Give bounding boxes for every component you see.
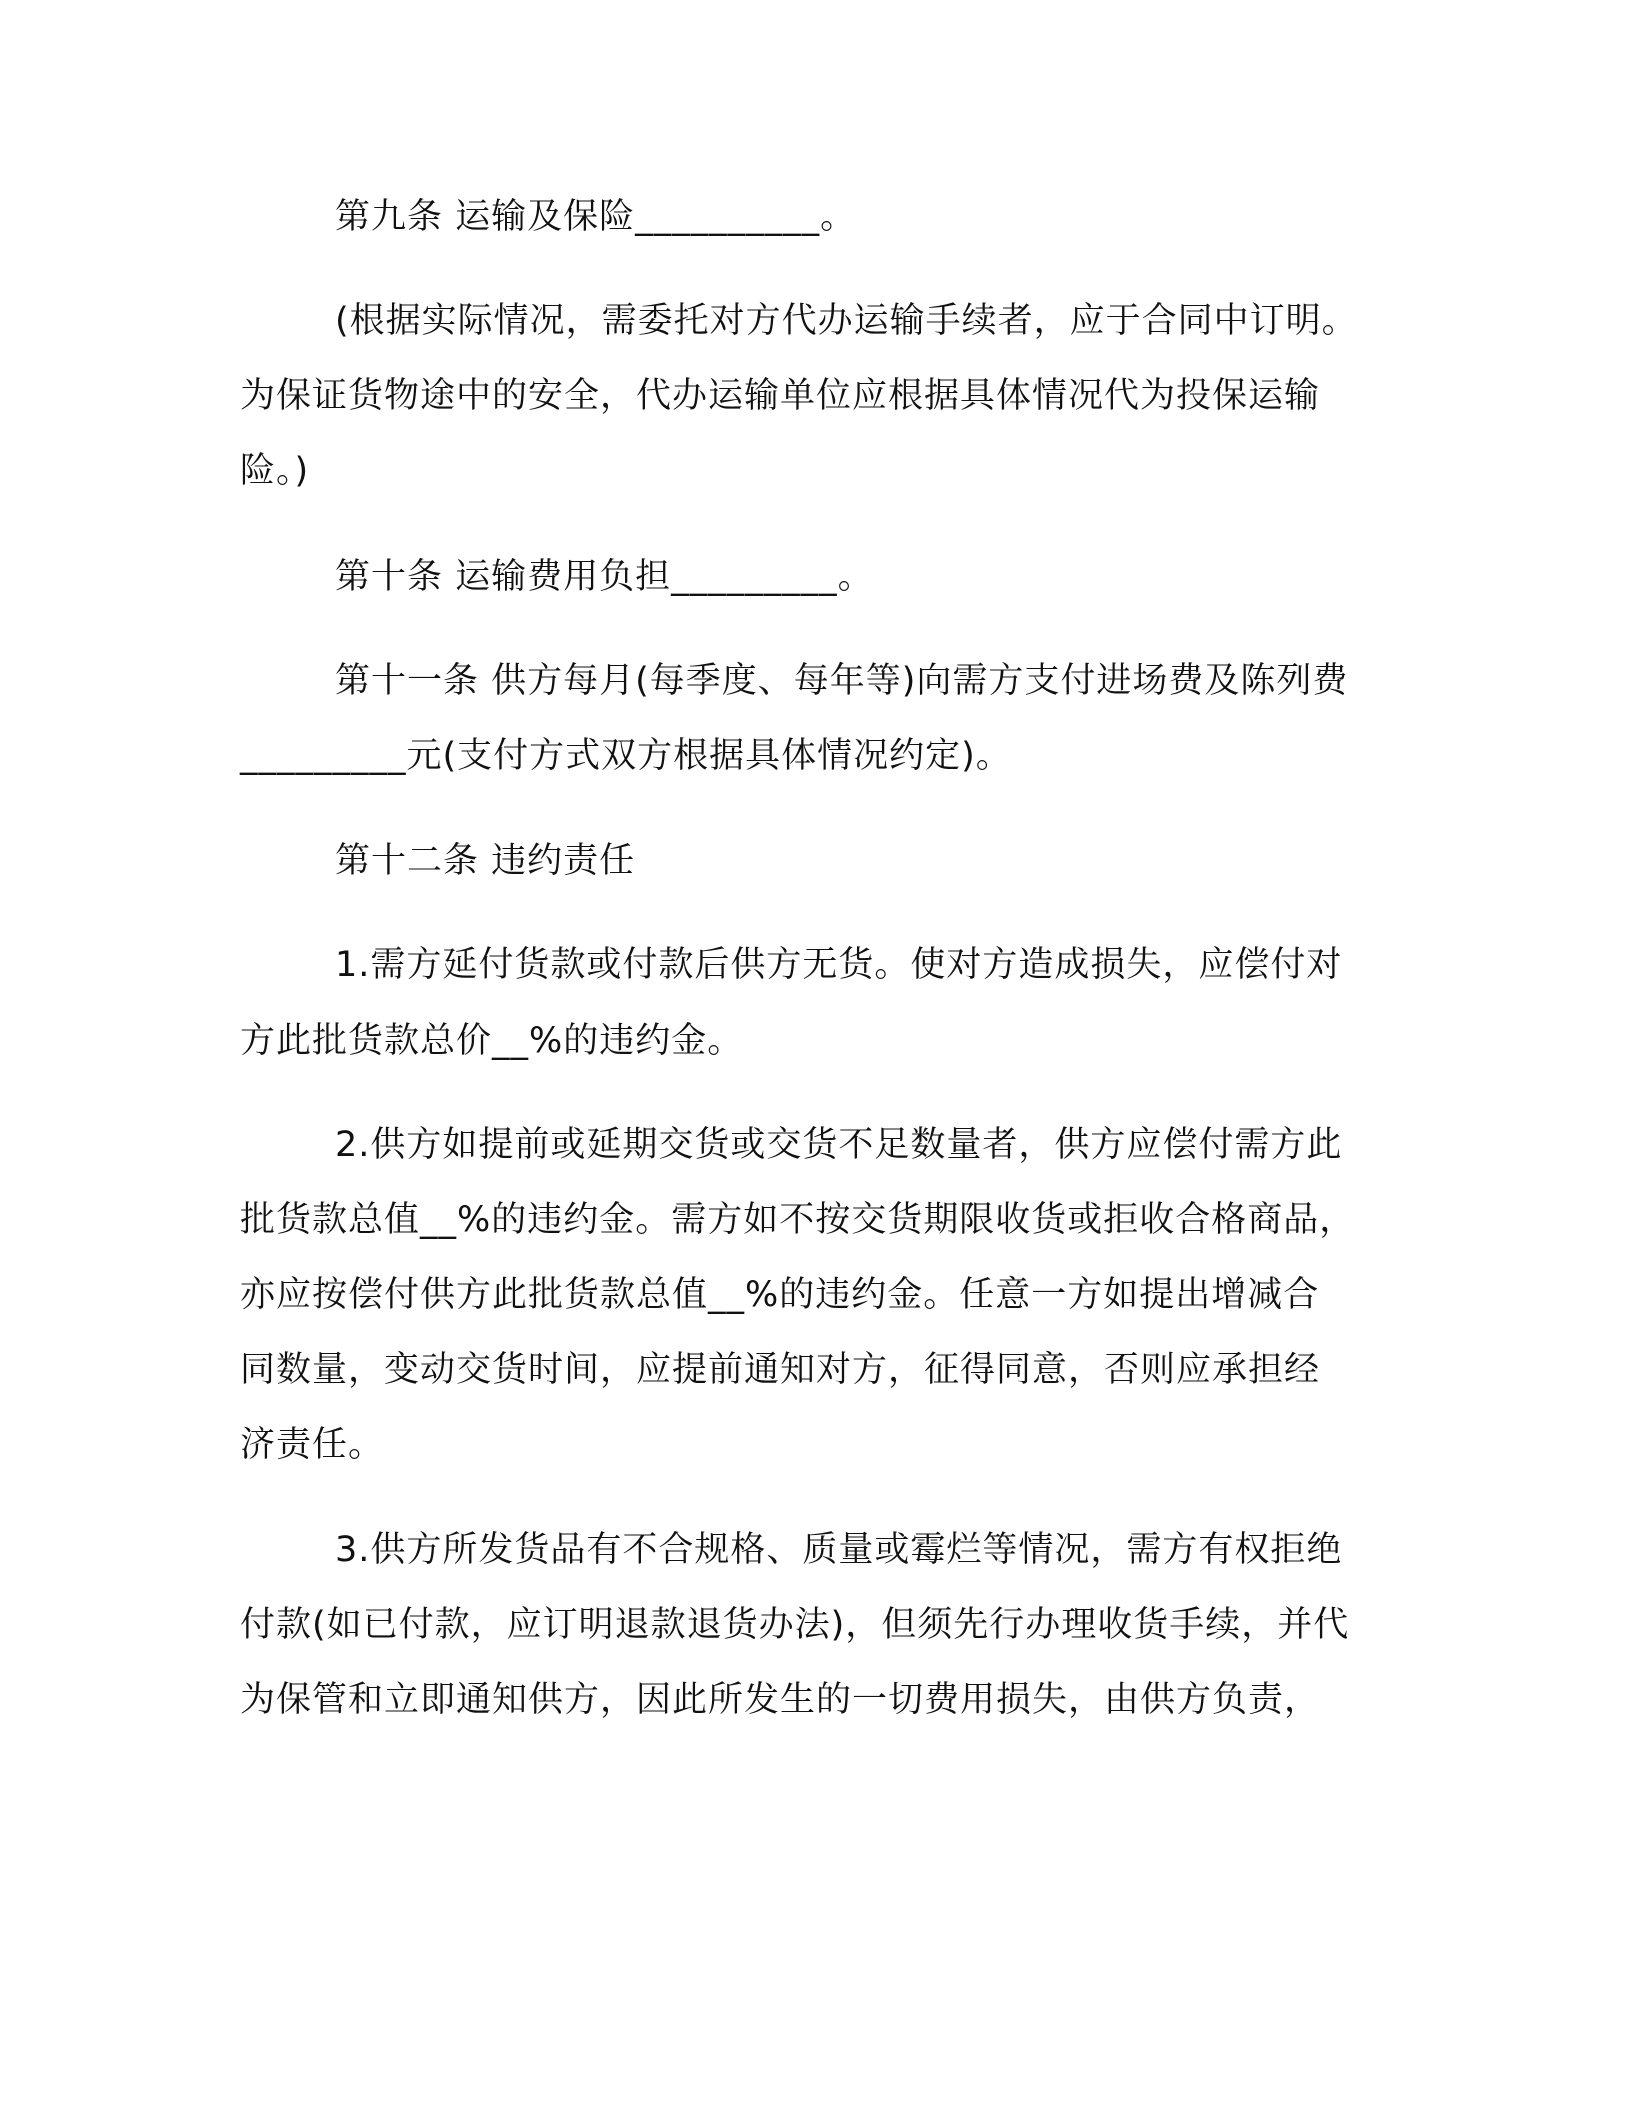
article-11-line-1: 第十一条 供方每月(每季度、每年等)向需方支付进场费及陈列费 bbox=[335, 661, 1349, 701]
clause-3-line-1: 3.供方所发货品有不合规格、质量或霉烂等情况，需方有权拒绝 bbox=[335, 1530, 1343, 1570]
article-12-heading: 第十二条 违约责任 bbox=[335, 841, 636, 881]
clause-2-line-2: 批货款总值__%的违约金。需方如不按交货期限收货或拒收合格商品， bbox=[240, 1200, 1356, 1240]
clause-3-line-2: 付款(如已付款，应订明退款退货办法)，但须先行办理收货手续，并代 bbox=[240, 1605, 1350, 1645]
clause-1-line-1: 1.需方延付货款或付款后供方无货。使对方造成损失，应偿付对 bbox=[335, 945, 1343, 985]
clause-2-line-4: 同数量，变动交货时间，应提前通知对方，征得同意，否则应承担经 bbox=[240, 1350, 1321, 1390]
article-9-note-line-2: 为保证货物途中的安全，代办运输单位应根据具体情况代为投保运输 bbox=[240, 376, 1321, 416]
clause-2-line-5: 济责任。 bbox=[240, 1425, 385, 1465]
article-9-note-line-1: (根据实际情况，需委托对方代办运输手续者，应于合同中订明。 bbox=[335, 301, 1358, 341]
clause-2-line-3: 亦应按偿付供方此批货款总值__%的违约金。任意一方如提出增减合 bbox=[240, 1275, 1320, 1315]
clause-2-line-1: 2.供方如提前或延期交货或交货不足数量者，供方应偿付需方此 bbox=[335, 1125, 1343, 1165]
article-9-line: 第九条 运输及保险__________。 bbox=[335, 197, 857, 237]
clause-3-line-3: 为保管和立即通知供方，因此所发生的一切费用损失，由供方负责， bbox=[240, 1680, 1321, 1720]
clause-1-line-2: 方此批货款总价__%的违约金。 bbox=[240, 1021, 744, 1061]
article-11-line-2: _________元(支付方式双方根据具体情况约定)。 bbox=[240, 736, 1012, 776]
article-9-note-line-3: 险。) bbox=[240, 451, 310, 491]
article-10-line: 第十条 运输费用负担_________。 bbox=[335, 557, 874, 597]
